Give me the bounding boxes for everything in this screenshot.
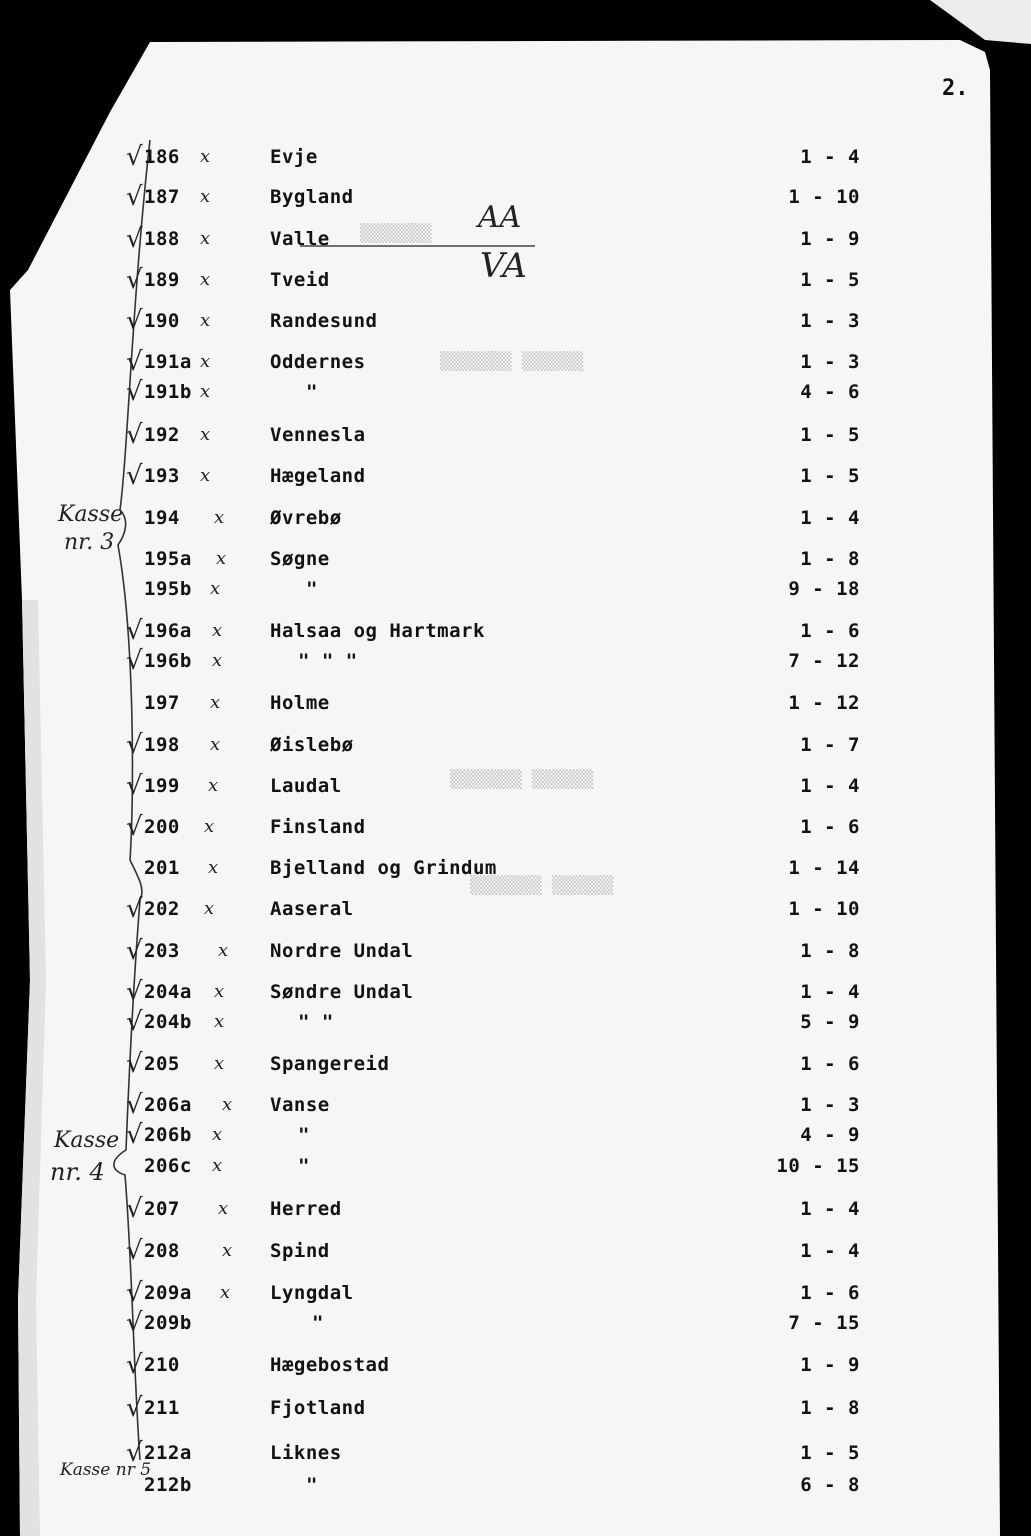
entry-number: 193: [144, 465, 180, 487]
list-item: [0, 142, 1031, 176]
list-item: [0, 894, 1031, 928]
entry-number: 204a: [144, 981, 192, 1003]
cross-mark: x: [222, 1094, 233, 1115]
entry-number: 212a: [144, 1442, 192, 1464]
list-range: 1 - 6: [800, 1282, 860, 1304]
parish-name: Spangereid: [270, 1053, 390, 1075]
check-mark-icon: √: [126, 1350, 143, 1380]
box-label-4-line1: Kasse: [54, 1128, 120, 1153]
entry-number: 195b: [144, 578, 192, 600]
box-label-3-line2: nr. 3: [64, 530, 115, 555]
check-mark-icon: √: [126, 771, 143, 801]
handwritten-initials-top: AA: [478, 200, 522, 235]
cross-mark: x: [200, 228, 211, 249]
entry-number: 206b: [144, 1124, 192, 1146]
entry-number: 196a: [144, 620, 192, 642]
list-range: 4 - 6: [800, 381, 860, 403]
check-mark-icon: √: [126, 461, 143, 491]
entry-number: 200: [144, 816, 180, 838]
check-mark-icon: √: [126, 812, 143, 842]
parish-name: Hægebostad: [270, 1354, 390, 1376]
cross-mark: x: [210, 734, 221, 755]
list-item: [0, 771, 1031, 805]
list-range: 1 - 8: [800, 548, 860, 570]
list-item: [0, 347, 1031, 381]
parish-name: Finsland: [270, 816, 366, 838]
parish-name: Herred: [270, 1198, 342, 1220]
list-item: [0, 1049, 1031, 1083]
parish-name: Øvrebø: [270, 507, 342, 529]
check-mark-icon: √: [126, 1308, 143, 1338]
parish-name: ": [298, 1155, 310, 1177]
entry-number: 189: [144, 269, 180, 291]
parish-name: Laudal: [270, 775, 342, 797]
parish-name: Evje: [270, 146, 318, 168]
list-range: 6 - 8: [800, 1474, 860, 1496]
cross-mark: x: [200, 424, 211, 445]
list-range: 1 - 9: [800, 228, 860, 250]
check-mark-icon: √: [126, 1049, 143, 1079]
list-range: 7 - 15: [788, 1312, 860, 1334]
entry-number: 195a: [144, 548, 192, 570]
list-item: [0, 1007, 1031, 1041]
entry-number: 187: [144, 186, 180, 208]
entry-number: 209b: [144, 1312, 192, 1334]
cross-mark: x: [208, 857, 219, 878]
parish-name: Bjelland og Grindum: [270, 857, 497, 879]
entry-number: 211: [144, 1397, 180, 1419]
parish-name: Søgne: [270, 548, 330, 570]
parish-name: " ": [298, 1011, 334, 1033]
handwritten-initials-bottom: VA: [480, 246, 527, 286]
list-item: [0, 857, 1031, 887]
list-range: 1 - 7: [800, 734, 860, 756]
entry-number: 192: [144, 424, 180, 446]
entry-number: 205: [144, 1053, 180, 1075]
cross-mark: x: [204, 898, 215, 919]
entry-number: 204b: [144, 1011, 192, 1033]
parish-name: Øislebø: [270, 734, 354, 756]
entry-number: 201: [144, 857, 180, 879]
list-range: 1 - 3: [800, 351, 860, 373]
check-mark-icon: √: [126, 182, 143, 212]
entry-number: 208: [144, 1240, 180, 1262]
parish-name: ": [306, 578, 318, 600]
cross-mark: x: [214, 1011, 225, 1032]
cross-mark: x: [222, 1240, 233, 1261]
check-mark-icon: √: [126, 977, 143, 1007]
parish-name: Randesund: [270, 310, 378, 332]
list-range: 1 - 3: [800, 310, 860, 332]
parish-name: Fjotland: [270, 1397, 366, 1419]
cross-mark: x: [210, 692, 221, 713]
list-item: [0, 507, 1031, 537]
list-item: [0, 812, 1031, 846]
list-range: 1 - 4: [800, 981, 860, 1003]
list-range: 1 - 9: [800, 1354, 860, 1376]
list-item: [0, 730, 1031, 764]
cross-mark: x: [204, 816, 215, 837]
list-item: [0, 377, 1031, 411]
list-item: [0, 1474, 1031, 1504]
list-range: 10 - 15: [776, 1155, 860, 1177]
list-item: [0, 224, 1031, 258]
cross-mark: x: [212, 650, 223, 671]
cross-mark: x: [208, 775, 219, 796]
cross-mark: x: [214, 507, 225, 528]
list-range: 1 - 6: [800, 1053, 860, 1075]
entry-number: 207: [144, 1198, 180, 1220]
check-mark-icon: √: [126, 1236, 143, 1266]
parish-name: Vennesla: [270, 424, 366, 446]
check-mark-icon: √: [126, 1007, 143, 1037]
list-item: [0, 692, 1031, 722]
parish-name: Valle: [270, 228, 330, 250]
page-number: 2.: [942, 76, 969, 101]
list-item: [0, 1393, 1031, 1427]
box-label-3-line1: Kasse: [58, 502, 124, 527]
cross-mark: x: [200, 381, 211, 402]
entry-number: 199: [144, 775, 180, 797]
box-label-5: Kasse nr 5: [60, 1460, 152, 1480]
cross-mark: x: [214, 981, 225, 1002]
parish-name: Nordre Undal: [270, 940, 414, 962]
list-range: 1 - 4: [800, 507, 860, 529]
check-mark-icon: √: [126, 224, 143, 254]
cross-mark: x: [218, 940, 229, 961]
check-mark-icon: √: [126, 347, 143, 377]
list-range: 1 - 14: [788, 857, 860, 879]
check-mark-icon: √: [126, 1438, 143, 1468]
bleed-through-text: ▒▒▒▒▒▒▒: [360, 224, 432, 244]
parish-name: ": [298, 1124, 310, 1146]
parish-name: Aaseral: [270, 898, 354, 920]
list-range: 1 - 6: [800, 816, 860, 838]
entry-number: 196b: [144, 650, 192, 672]
entry-number: 210: [144, 1354, 180, 1376]
list-range: 1 - 10: [788, 898, 860, 920]
list-item: [0, 1236, 1031, 1270]
list-range: 1 - 4: [800, 775, 860, 797]
list-range: 4 - 9: [800, 1124, 860, 1146]
entry-number: 202: [144, 898, 180, 920]
list-range: 9 - 18: [788, 578, 860, 600]
entry-number: 198: [144, 734, 180, 756]
check-mark-icon: √: [126, 377, 143, 407]
list-item: [0, 646, 1031, 680]
parish-name: Hægeland: [270, 465, 366, 487]
entry-number: 191a: [144, 351, 192, 373]
entry-number: 203: [144, 940, 180, 962]
parish-name: ": [306, 1474, 318, 1496]
cross-mark: x: [220, 1282, 231, 1303]
cross-mark: x: [200, 351, 211, 372]
parish-name: " " ": [298, 650, 358, 672]
parish-name: Halsaa og Hartmark: [270, 620, 485, 642]
cross-mark: x: [216, 548, 227, 569]
list-range: 1 - 4: [800, 146, 860, 168]
cross-mark: x: [200, 310, 211, 331]
list-item: [0, 420, 1031, 454]
cross-mark: x: [212, 1124, 223, 1145]
check-mark-icon: √: [126, 1278, 143, 1308]
list-range: 1 - 4: [800, 1198, 860, 1220]
list-item: [0, 1120, 1031, 1154]
entry-number: 186: [144, 146, 180, 168]
cross-mark: x: [212, 620, 223, 641]
parish-name: Holme: [270, 692, 330, 714]
entry-number: 188: [144, 228, 180, 250]
check-mark-icon: √: [126, 420, 143, 450]
parish-name: ": [306, 381, 318, 403]
list-range: 5 - 9: [800, 1011, 860, 1033]
bleed-through-text: ▒▒▒▒▒▒▒ ▒▒▒▒▒▒: [470, 876, 614, 896]
list-item: [0, 977, 1031, 1011]
check-mark-icon: √: [126, 306, 143, 336]
cross-mark: x: [200, 186, 211, 207]
list-range: 1 - 6: [800, 620, 860, 642]
list-item: [0, 548, 1031, 578]
parish-name: Liknes: [270, 1442, 342, 1464]
list-item: [0, 1090, 1031, 1124]
check-mark-icon: √: [126, 265, 143, 295]
list-item: [0, 1194, 1031, 1228]
check-mark-icon: √: [126, 1194, 143, 1224]
entry-number: 209a: [144, 1282, 192, 1304]
list-item: [0, 461, 1031, 495]
cross-mark: x: [200, 269, 211, 290]
list-range: 1 - 12: [788, 692, 860, 714]
entry-number: 206c: [144, 1155, 192, 1177]
list-item: [0, 1308, 1031, 1342]
cross-mark: x: [200, 146, 211, 167]
list-range: 1 - 5: [800, 269, 860, 291]
check-mark-icon: √: [126, 1090, 143, 1120]
entry-number: 197: [144, 692, 180, 714]
parish-name: Oddernes: [270, 351, 366, 373]
cross-mark: x: [214, 1053, 225, 1074]
check-mark-icon: √: [126, 1393, 143, 1423]
list-range: 7 - 12: [788, 650, 860, 672]
parish-name: Spind: [270, 1240, 330, 1262]
cross-mark: x: [218, 1198, 229, 1219]
entry-number: 191b: [144, 381, 192, 403]
check-mark-icon: √: [126, 730, 143, 760]
parish-name: Søndre Undal: [270, 981, 414, 1003]
list-item: [0, 578, 1031, 608]
parish-name: Bygland: [270, 186, 354, 208]
entry-number: 206a: [144, 1094, 192, 1116]
list-range: 1 - 8: [800, 1397, 860, 1419]
list-range: 1 - 5: [800, 465, 860, 487]
list-range: 1 - 8: [800, 940, 860, 962]
list-item: [0, 1155, 1031, 1185]
list-item: [0, 182, 1031, 216]
check-mark-icon: √: [126, 616, 143, 646]
check-mark-icon: √: [126, 936, 143, 966]
check-mark-icon: √: [126, 894, 143, 924]
entry-number: 190: [144, 310, 180, 332]
list-range: 1 - 4: [800, 1240, 860, 1262]
check-mark-icon: √: [126, 1120, 143, 1150]
list-range: 1 - 10: [788, 186, 860, 208]
bleed-through-text: ▒▒▒▒▒▒▒ ▒▒▒▒▒▒: [440, 352, 584, 372]
list-item: [0, 936, 1031, 970]
parish-name: Lyngdal: [270, 1282, 354, 1304]
box-label-4-line2: nr. 4: [50, 1158, 105, 1186]
bleed-through-text: ▒▒▒▒▒▒▒ ▒▒▒▒▒▒: [450, 770, 594, 790]
list-item: [0, 306, 1031, 340]
parish-name: Vanse: [270, 1094, 330, 1116]
list-item: [0, 616, 1031, 650]
cross-mark: x: [200, 465, 211, 486]
entry-number: 212b: [144, 1474, 192, 1496]
check-mark-icon: √: [126, 142, 143, 172]
entry-number: 194: [144, 507, 180, 529]
list-range: 1 - 3: [800, 1094, 860, 1116]
parish-name: Tveid: [270, 269, 330, 291]
list-range: 1 - 5: [800, 1442, 860, 1464]
list-item: [0, 1278, 1031, 1312]
list-range: 1 - 5: [800, 424, 860, 446]
cross-mark: x: [212, 1155, 223, 1176]
parish-name: ": [312, 1312, 324, 1334]
cross-mark: x: [210, 578, 221, 599]
check-mark-icon: √: [126, 646, 143, 676]
list-item: [0, 1438, 1031, 1472]
list-item: [0, 1350, 1031, 1384]
